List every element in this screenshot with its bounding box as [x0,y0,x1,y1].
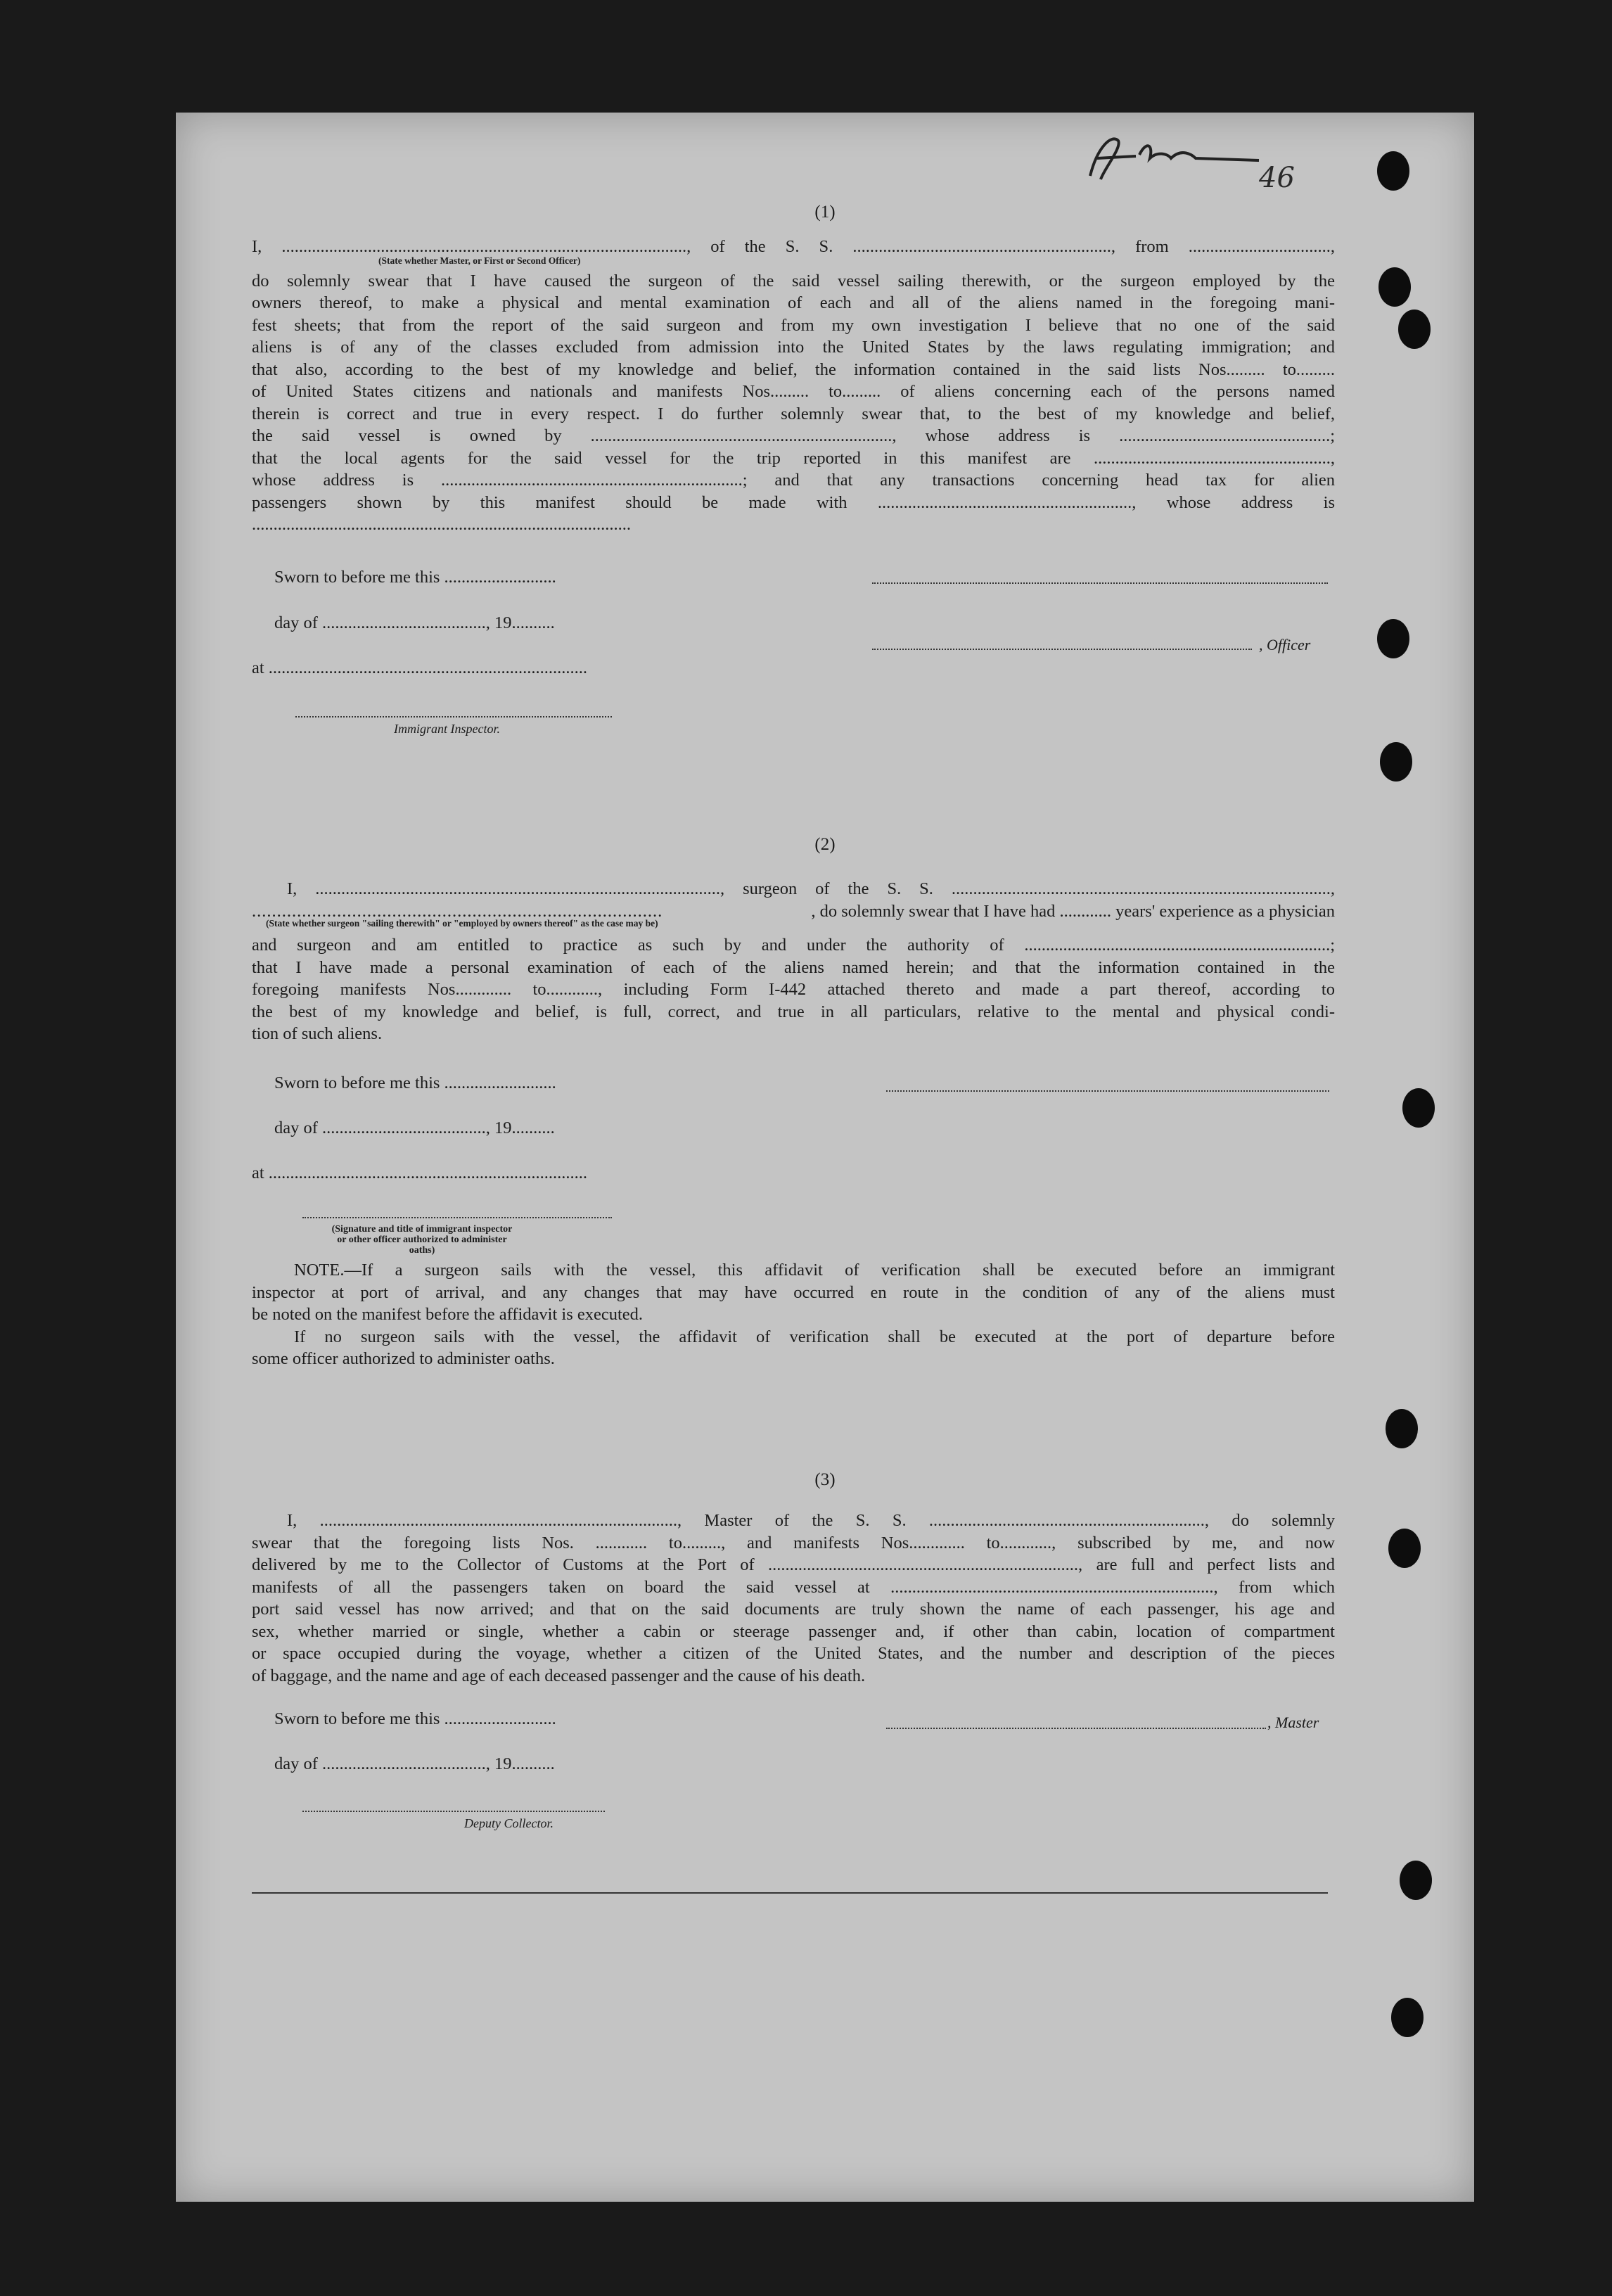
section-2-day: day of ......................................, 19.......... [274,1118,555,1137]
section-1-body-7: the said vessel is owned by ......................................................................, whose address is .................................................; [252,426,1335,445]
section-3-body-2: delivered by me to the Collector of Customs at the Port of ........................................................................, are full and perfect lists and [252,1555,1335,1574]
punch-hole [1386,1409,1418,1448]
section-1-body-5: of United States citizens and nationals and manifests Nos......... to......... of aliens concerning each of the persons named [252,382,1335,401]
section-1-officer-line-top [872,582,1328,584]
section-2-text [252,878,1335,1045]
section-1-inspector-label: Immigrant Inspector. [394,722,500,736]
section-1-body-8: that the local agents for the said vessel for the trip reported in this manifest are ......................................................., [252,448,1335,468]
section-2-sworn: Sworn to before me this .......................... [274,1073,556,1092]
section-3-body-3: manifests of all the passengers taken on board the said vessel at ..........................................................................., from which [252,1577,1335,1597]
handwritten-signature-image [1069,127,1280,193]
section-2-note-1: inspector at port of arrival, and any changes that may have occurred en route in the condition of any of the aliens must [252,1282,1335,1302]
section-1-body-10: passengers shown by this manifest should be made with ..........................................................., whose address is [252,492,1335,512]
section-2-body-0: and surgeon and am entitled to practice as such by and under the authority of .......................................................................; [252,936,1335,955]
punch-hole [1378,267,1411,307]
section-3-master-label: , Master [1267,1714,1319,1731]
section-1-body-6: therein is correct and true in every respect. I do further solemnly swear that, to the best of my knowledge and belief, [252,404,1335,423]
section-2-note-3: If no surgeon sails with the vessel, the affidavit of verification shall be executed at the port of departure before [294,1327,1335,1346]
section-2-line-2-text: , do solemnly swear that I have had ............ years' experience as a physician [811,901,1335,921]
section-1-body-1: owners thereof, to make a physical and mental examination of each and all of the aliens named in the foregoing mani- [252,293,1335,312]
section-1-officer-line [872,649,1252,650]
section-2-note [252,1259,1335,1370]
section-1-body-4: that also, according to the best of my knowledge and belief, the information contained in the said lists Nos......... to......... [252,359,1335,379]
punch-hole [1388,1529,1421,1568]
section-1-text [252,236,1335,536]
section-3-collector-label: Deputy Collector. [464,1816,554,1830]
section-1-body-2: fest sheets; that from the report of the said surgeon and from my own investigation I believe that no one of the said [252,315,1335,335]
section-3-body-7: of baggage, and the name and age of each deceased passenger and the cause of his death. [252,1666,866,1685]
punch-hole [1400,1861,1432,1900]
section-1-officer-label: , Officer [1259,636,1311,653]
punch-hole [1377,151,1409,191]
section-3-collector-line [302,1811,605,1812]
handwritten-number: 46 [1259,162,1295,194]
section-3-body-4: port said vessel has now arrived; and that on the said documents are truly shown the name of each passenger, his age and [252,1600,1335,1619]
manifest-paper [176,113,1474,2202]
section-1-sworn: Sworn to before me this .......................... [274,568,556,587]
section-2-note-0: NOTE.—If a surgeon sails with the vessel, this affidavit of verification shall be executed before an immigrant [294,1261,1335,1280]
section-2-at: at .......................................................................... [252,1163,588,1182]
section-3-sworn: Sworn to before me this .......................... [274,1709,556,1728]
punch-hole [1377,619,1409,658]
section-2-surgeon-line [886,1090,1329,1092]
section-1-at: at .......................................................................... [252,658,588,677]
section-3-master-line [886,1728,1266,1729]
section-2-note-2: be noted on the manifest before the affidavit is executed. [252,1305,644,1324]
section-3-body-6: or space occupied during the voyage, whether a citizen of the United States, and the number and description of the pieces [252,1644,1335,1663]
section-1-number: (1) [814,203,836,222]
punch-hole [1402,1088,1435,1128]
section-2-body-4: tion of such aliens. [252,1024,383,1043]
section-3-text [252,1510,1335,1687]
section-3-body-0: I, ..................................................................................., Master of the S. S. ................................................................, do solemnly [287,1511,1335,1530]
bottom-rule [252,1892,1328,1894]
section-2-note-4: some officer authorized to administer oaths. [252,1349,555,1368]
section-1-body-3: aliens is of any of the classes excluded from admission into the United States by the laws regulating immigration; and [252,338,1335,357]
section-1-tail-dots: ........................................................................................ [252,515,631,534]
section-2-sig-caption: (Signature and title of immigrant inspector or other officer authorized to administer oaths) [331,1224,513,1256]
section-3-number: (3) [814,1470,836,1489]
punch-hole [1391,1998,1424,2037]
section-3-day: day of ......................................, 19.......... [274,1754,555,1773]
section-3-body-5: sex, whether married or single, whether a cabin or steerage passenger and, if other than cabin, location of compartment [252,1621,1335,1641]
punch-hole [1398,310,1431,349]
section-2-line-2: .................................................................................. , do solemnly swear that I have had ............ years' experience as a physician [252,900,1335,923]
section-1-line-1: I, .............................................................................................., of the S. S. ............................................................, from ................................., [252,237,1335,256]
section-2-body-2: foregoing manifests Nos............. to............, including Form I-442 attached thereto and made a part thereof, according to [252,980,1335,999]
section-2-caption: (State whether surgeon "sailing therewith" or "employed by owners thereof" as the case may be) [266,918,658,929]
section-2-number: (2) [814,835,836,854]
punch-hole [1380,742,1412,782]
section-1-caption: (State whether Master, or First or Second Officer) [378,255,581,266]
section-3-body-1: swear that the foregoing lists Nos. ............ to........., and manifests Nos............. to............, subscribed by me, and now [252,1533,1335,1552]
section-2-body-1: that I have made a personal examination of each of the aliens named herein; and that the information contained in the [252,957,1335,977]
section-1-body-9: whose address is ......................................................................; and that any transactions concerning head tax for alien [252,471,1335,490]
section-1-day: day of ......................................, 19.......... [274,613,555,632]
section-1-body-0: do solemnly swear that I have caused the surgeon of the said vessel sailing therewith, or the surgeon employed by the [252,271,1335,291]
section-2-body-3: the best of my knowledge and belief, is full, correct, and true in all particulars, relative to the mental and physical condi- [252,1002,1335,1021]
section-2-line-1: I, .............................................................................................., surgeon of the S. S. ........................................................................................, [287,879,1335,898]
section-2-officer-sig-line [302,1217,612,1218]
signature-scribble-icon [1069,127,1280,190]
section-1-inspector-line [295,716,612,718]
